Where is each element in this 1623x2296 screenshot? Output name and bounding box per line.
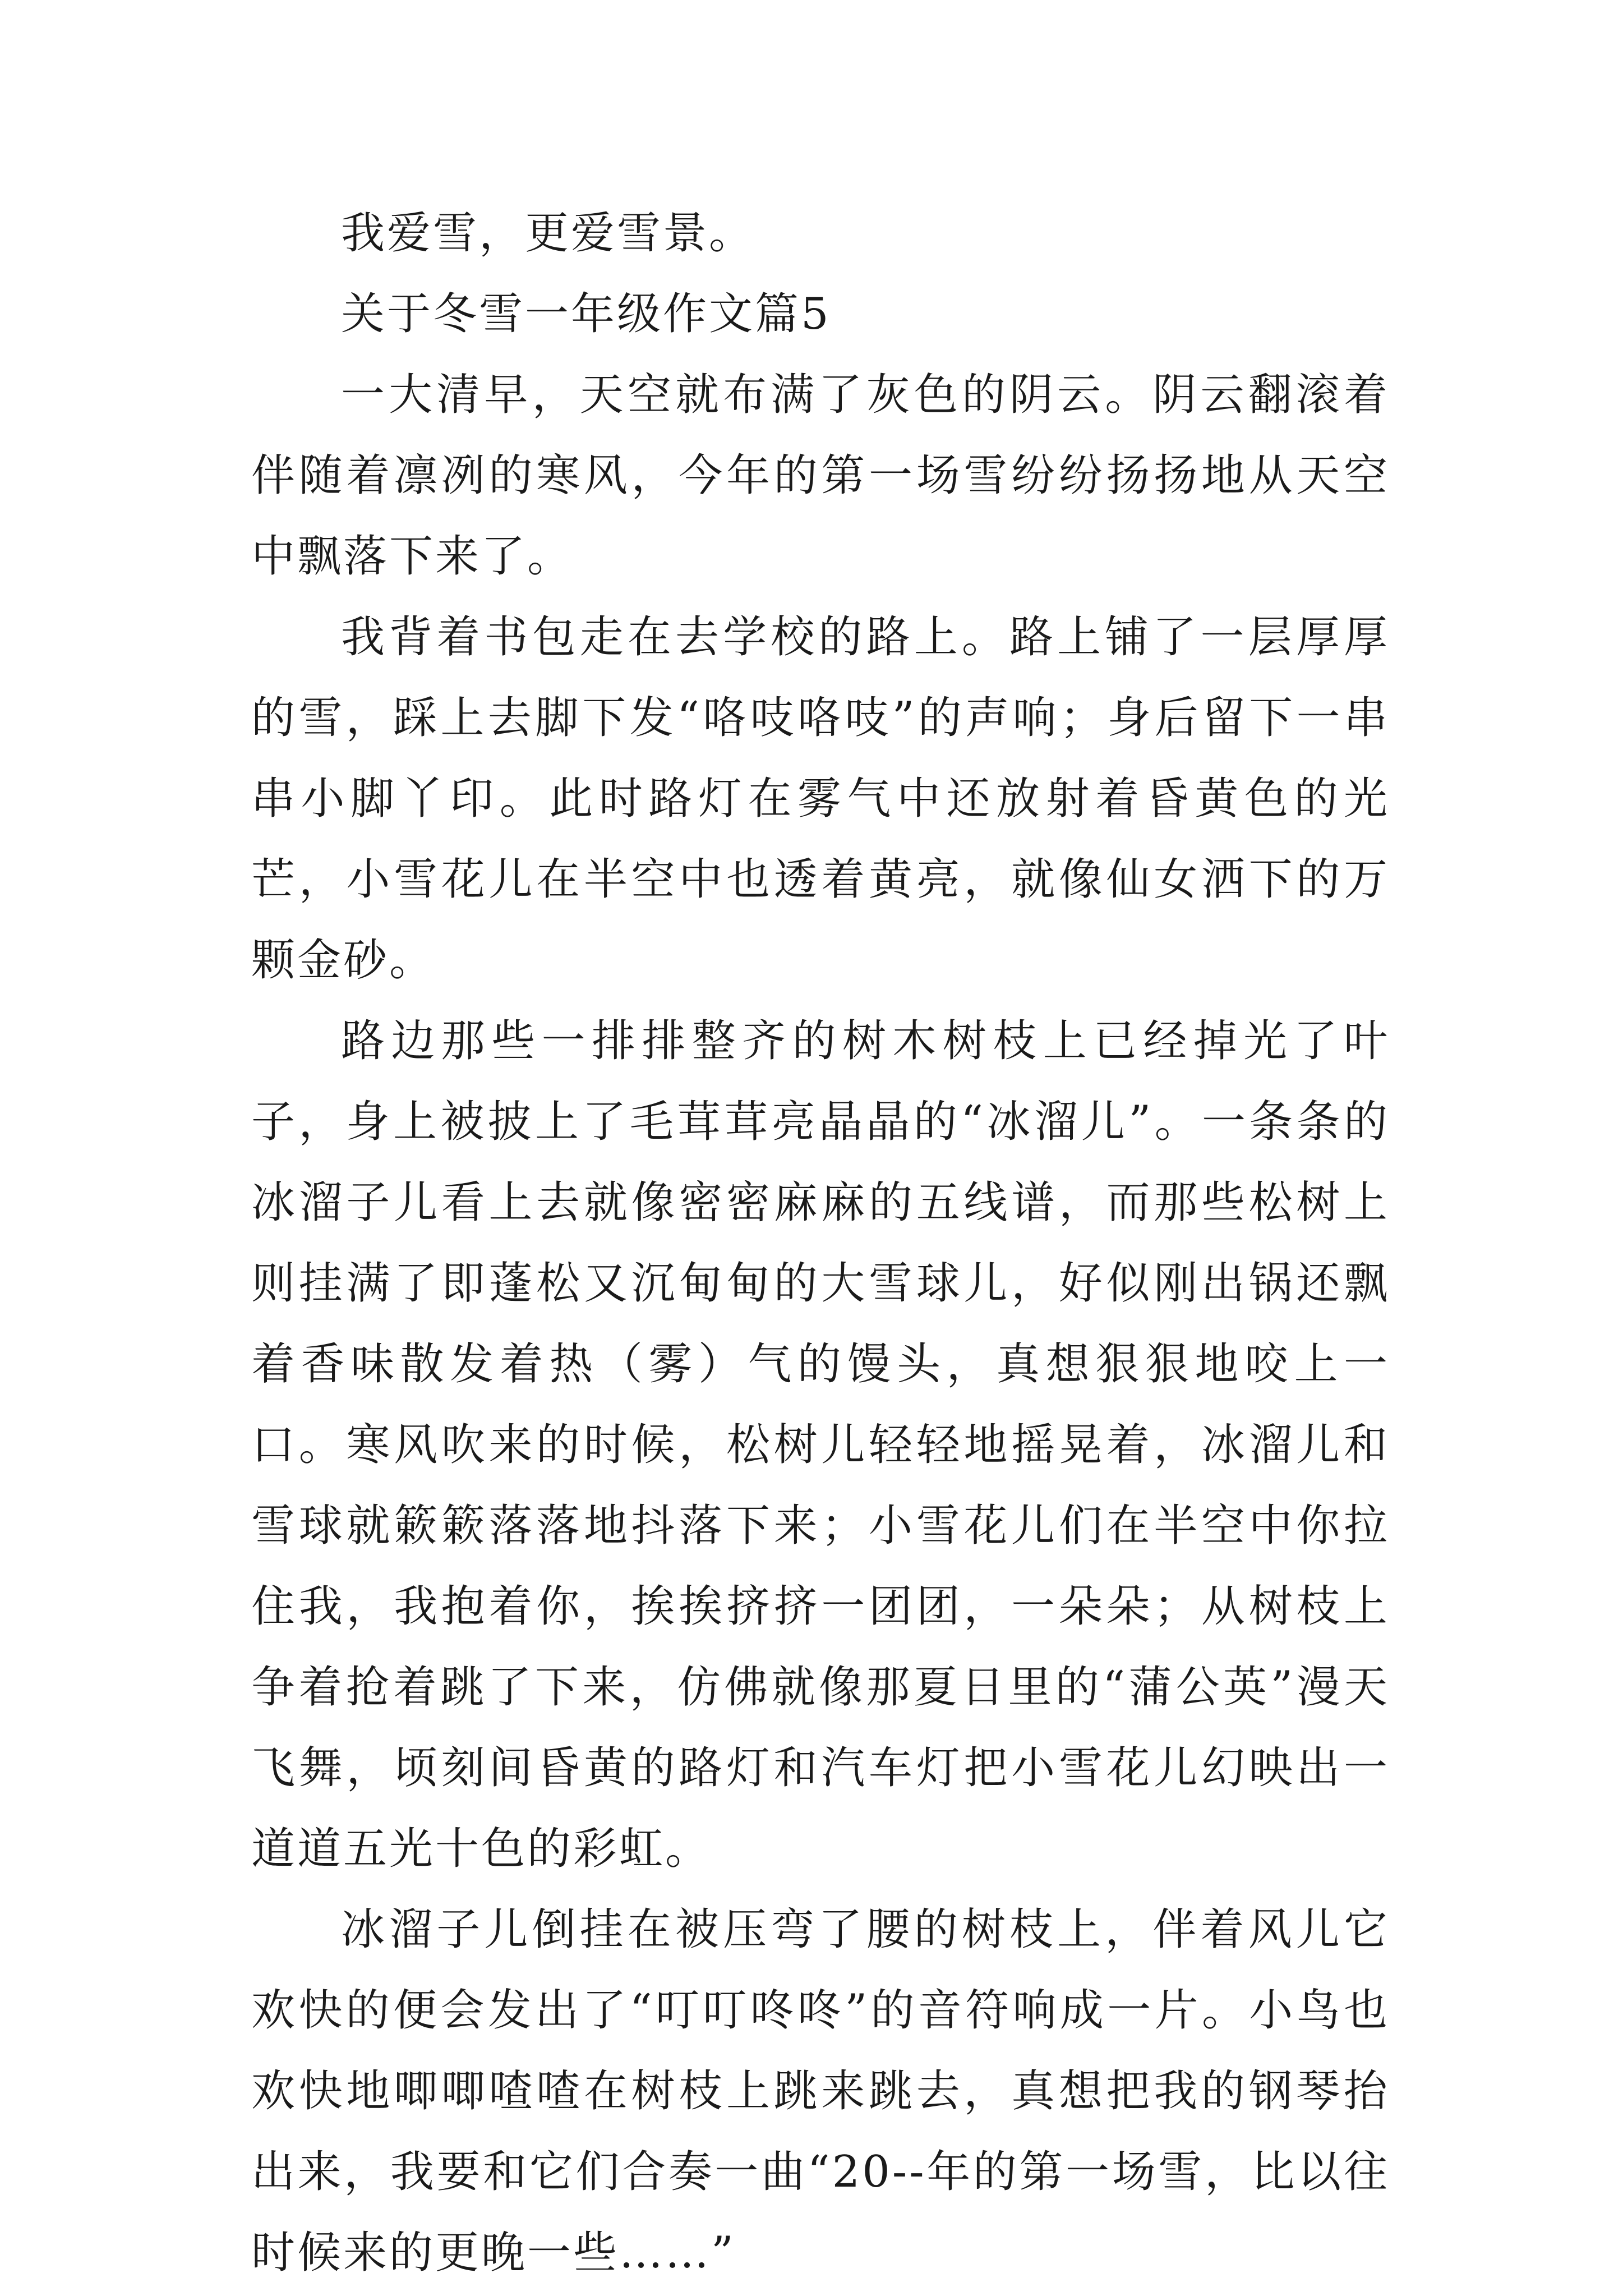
- paragraph-1: 一大清早，天空就布满了灰色的阴云。阴云翻滚着伴随着凛冽的寒风，今年的第一场雪纷纷扬扬地从天空中飘落下来了。: [251, 370, 1390, 582]
- paragraph-4: 冰溜子儿倒挂在被压弯了腰的树枝上，伴着风儿它欢快的便会发出了“叮叮咚咚”的音符响成一片。小鸟也欢快地唧唧喳喳在树枝上跳来跳去，真想把我的钢琴抬出来，我要和它们合奏一曲“20--年的第一场雪，比以往时候来的更晚一些……”: [251, 1904, 1390, 2278]
- paragraph-2: 我背着书包走在去学校的路上。路上铺了一层厚厚的雪，踩上去脚下发“咯吱咯吱”的声响；身后留下一串串小脚丫印。此时路灯在雾气中还放射着昏黄色的光芒，小雪花儿在半空中也透着黄亮，就像仙女洒下的万颗金砂。: [251, 612, 1390, 986]
- section-heading: 关于冬雪一年级作文篇5: [341, 289, 831, 339]
- paragraph-intro-line: 我爱雪，更爱雪景。: [341, 208, 755, 259]
- document-body: [251, 193, 1390, 2293]
- paragraph-3: 路边那些一排排整齐的树木树枝上已经掉光了叶子，身上被披上了毛茸茸亮晶晶的“冰溜儿”。一条条的冰溜子儿看上去就像密密麻麻的五线谱，而那些松树上则挂满了即蓬松又沉甸甸的大雪球儿，好似刚出锅还飘着香味散发着热（雾）气的馒头，真想狠狠地咬上一口。寒风吹来的时候，松树儿轻轻地摇晃着，冰溜儿和雪球就簌簌落落地抖落下来；小雪花儿们在半空中你拉住我，我抱着你，挨挨挤挤一团团，一朵朵；从树枝上争着抢着跳了下来，仿佛就像那夏日里的“蒲公英”漫天飞舞，顷刻间昏黄的路灯和汽车灯把小雪花儿幻映出一道道五光十色的彩虹。: [251, 1016, 1390, 1874]
